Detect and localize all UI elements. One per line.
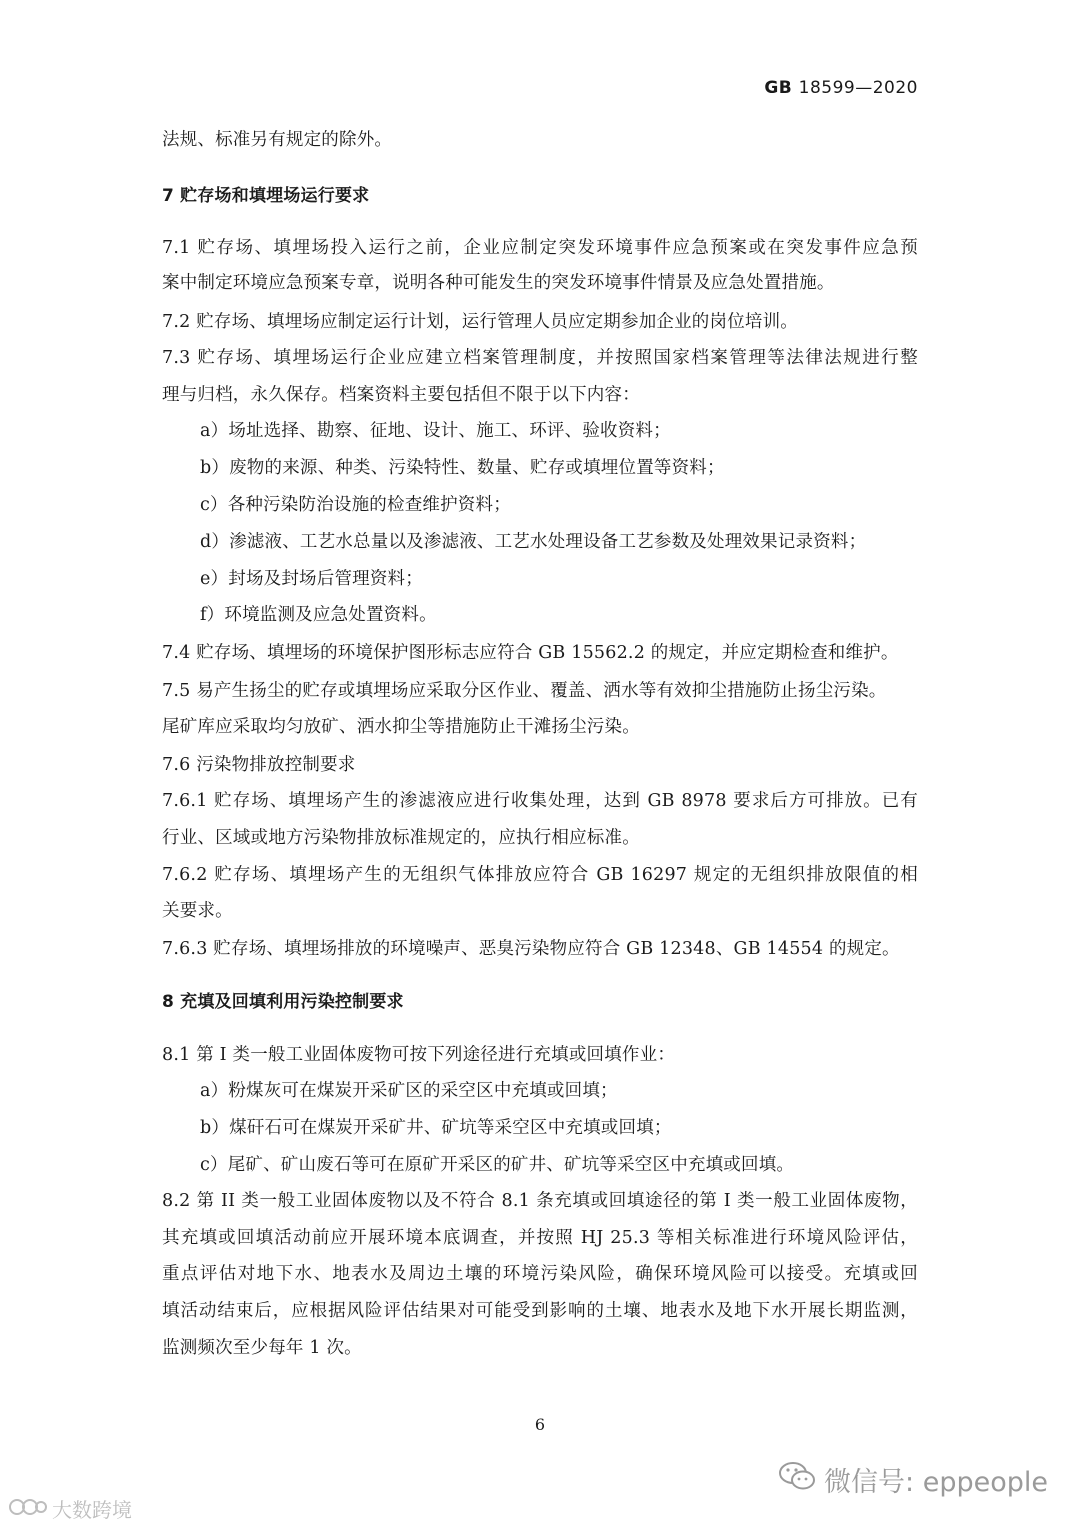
paragraph-line: 7.6.3 贮存场、填埋场排放的环境噪声、恶臭污染物应符合 GB 12348、GB 14554 的规定。	[162, 939, 900, 959]
paragraph-line: 7.1 贮存场、填埋场投入运行之前，企业应制定突发环境事件应急预案或在突发事件应急预	[162, 238, 918, 258]
paragraph-line: 填活动结束后，应根据风险评估结果对可能受到影响的土壤、地表水及地下水开展长期监测，	[162, 1301, 918, 1321]
page-header-standard-code	[764, 78, 918, 98]
paragraph-line: 关要求。	[162, 901, 233, 921]
subsection-heading-7-6: 7.6 污染物排放控制要求	[162, 755, 356, 775]
list-item: d）渗滤液、工艺水总量以及渗滤液、工艺水处理设备工艺参数及处理效果记录资料；	[200, 532, 867, 552]
paragraph-line: 其充填或回填活动前应开展环境本底调查，并按照 HJ 25.3 等相关标准进行环境风险评估，	[162, 1228, 918, 1248]
paragraph-line: 7.5 易产生扬尘的贮存或填埋场应采取分区作业、覆盖、洒水等有效抑尘措施防止扬尘污染。	[162, 681, 887, 701]
page-number: 6	[534, 1415, 546, 1434]
section-heading-8: 8 充填及回填利用污染控制要求	[162, 992, 404, 1012]
paragraph-line: 尾矿库应采取均匀放矿、洒水抑尘等措施防止干滩扬尘污染。	[162, 717, 640, 737]
paragraph-line: 理与归档，永久保存。档案资料主要包括但不限于以下内容：	[162, 385, 640, 405]
paragraph-line: 7.6.1 贮存场、填埋场产生的渗滤液应进行收集处理，达到 GB 8978 要求后方可排放。已有	[162, 791, 918, 811]
watermark-left	[8, 1494, 132, 1523]
paragraph-line: 7.4 贮存场、填埋场的环境保护图形标志应符合 GB 15562.2 的规定，并应定期检查和维护。	[162, 643, 899, 663]
paragraph-line: 7.2 贮存场、填埋场应制定运行计划，运行管理人员应定期参加企业的岗位培训。	[162, 312, 798, 332]
list-item: b）废物的来源、种类、污染特性、数量、贮存或填埋位置等资料；	[200, 458, 725, 478]
paragraph-line: 8.2 第 II 类一般工业固体废物以及不符合 8.1 条充填或回填途径的第 I 类一般工业固体废物，	[162, 1191, 918, 1211]
watermark-right	[778, 1460, 1048, 1499]
list-item: a）粉煤灰可在煤炭开采矿区的采空区中充填或回填；	[200, 1081, 618, 1101]
logo-icon	[8, 1495, 48, 1522]
watermark-right-text: 微信号: eppeople	[824, 1467, 1048, 1498]
watermark-left-text: 大数跨境	[52, 1498, 132, 1522]
section-heading-7: 7 贮存场和填埋场运行要求	[162, 186, 370, 206]
paragraph-line: 重点评估对地下水、地表水及周边土壤的环境污染风险，确保环境风险可以接受。充填或回	[162, 1264, 918, 1284]
list-item: c）尾矿、矿山废石等可在原矿开采区的矿井、矿坑等采空区中充填或回填。	[200, 1155, 795, 1175]
wechat-icon	[778, 1460, 816, 1499]
paragraph-line: 案中制定环境应急预案专章，说明各种可能发生的突发环境事件情景及应急处置措施。	[162, 273, 835, 293]
paragraph-line: 法规、标准另有规定的除外。	[162, 130, 393, 150]
list-item: c）各种污染防治设施的检查维护资料；	[200, 495, 511, 515]
paragraph-line: 7.3 贮存场、填埋场运行企业应建立档案管理制度，并按照国家档案管理等法律法规进行整	[162, 348, 918, 368]
paragraph-line: 7.6.2 贮存场、填埋场产生的无组织气体排放应符合 GB 16297 规定的无组织排放限值的相	[162, 865, 918, 885]
paragraph-line: 监测频次至少每年 1 次。	[162, 1338, 362, 1358]
list-item: b）煤矸石可在煤炭开采矿井、矿坑等采空区中充填或回填；	[200, 1118, 672, 1138]
paragraph-line: 行业、区域或地方污染物排放标准规定的，应执行相应标准。	[162, 828, 640, 848]
paragraph-line: 8.1 第 I 类一般工业固体废物可按下列途径进行充填或回填作业：	[162, 1045, 676, 1065]
list-item: e）封场及封场后管理资料；	[200, 569, 423, 589]
standard-code: GB	[764, 78, 793, 98]
list-item: f）环境监测及应急处置资料。	[200, 605, 437, 625]
list-item: a）场址选择、勘察、征地、设计、施工、环评、验收资料；	[200, 421, 671, 441]
standard-number: 18599—2020	[798, 78, 918, 98]
